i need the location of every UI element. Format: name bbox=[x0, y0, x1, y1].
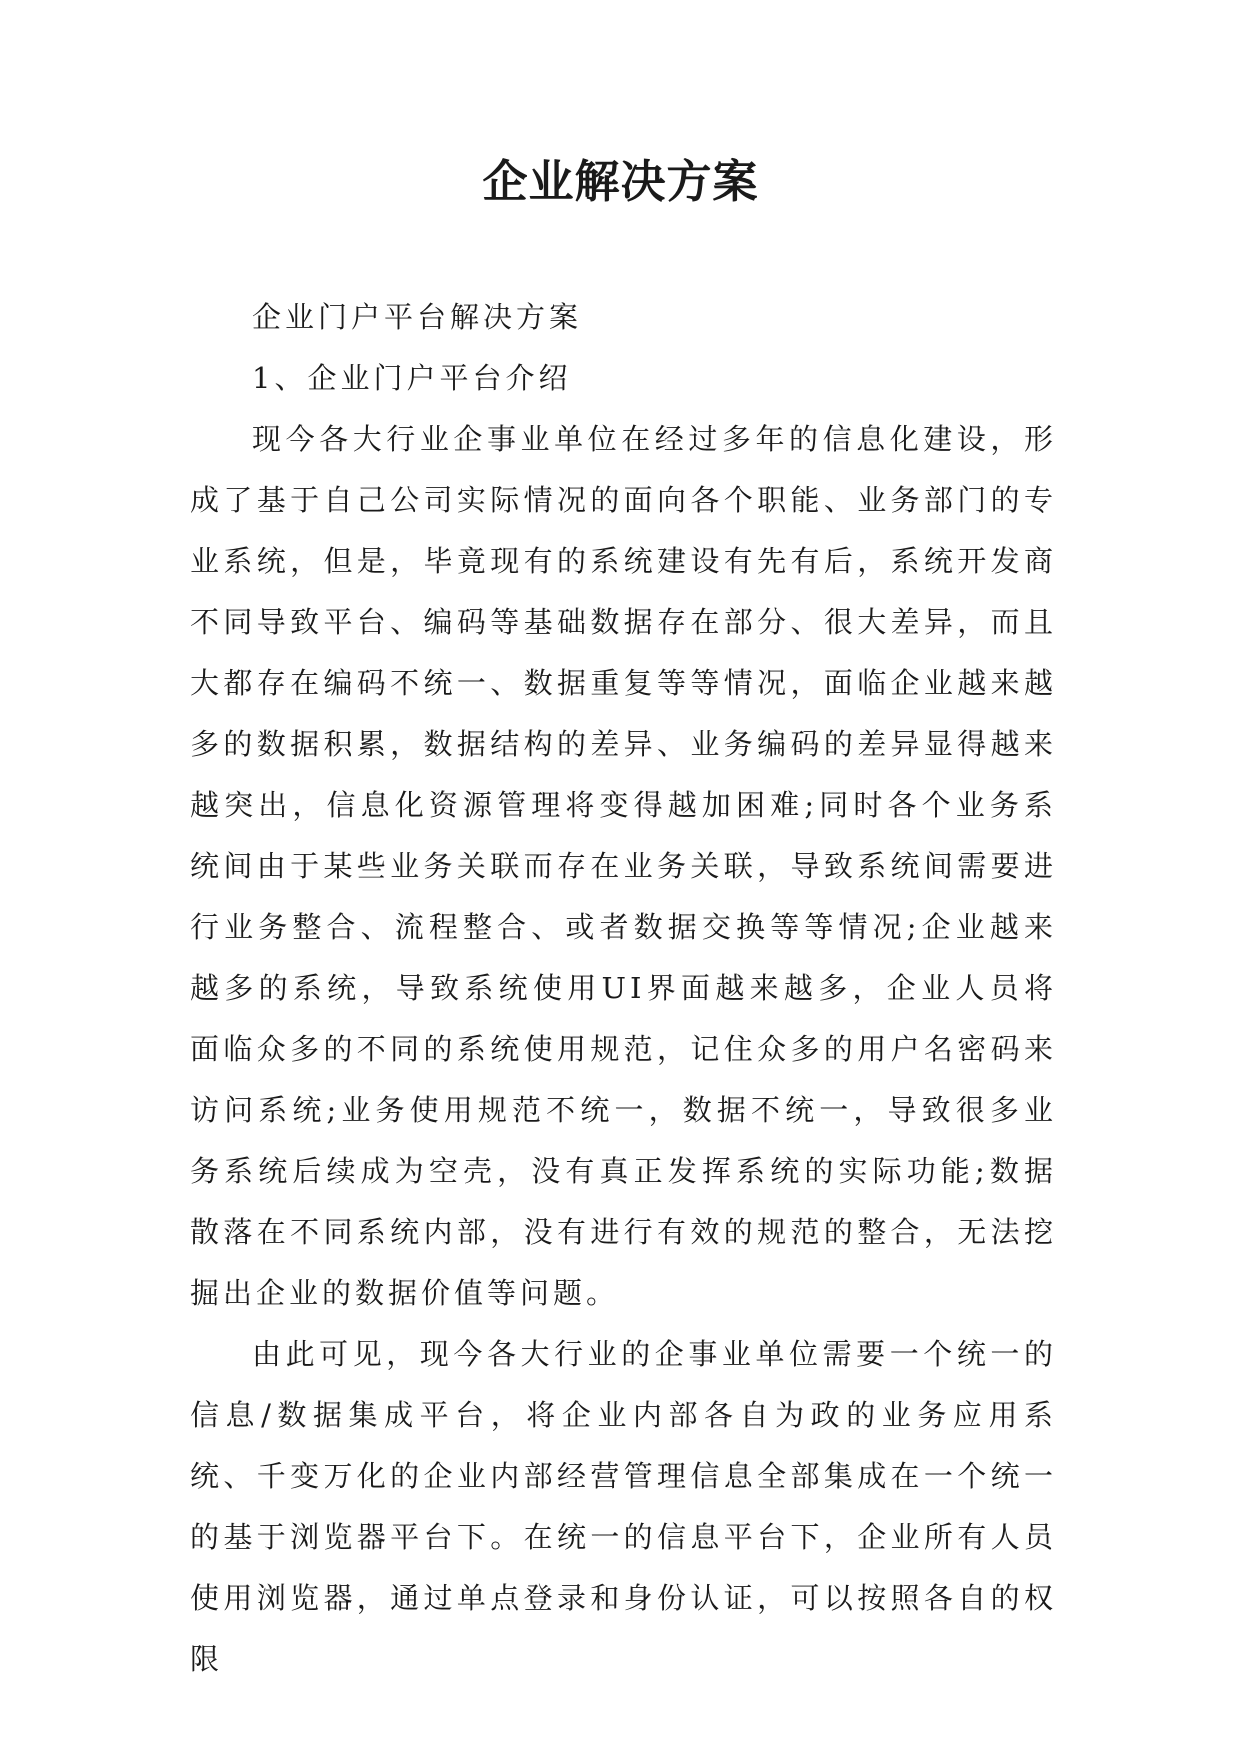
body-paragraph: 现今各大行业企事业单位在经过多年的信息化建设，形成了基于自己公司实际情况的面向各个职能、业务部门的专业系统，但是，毕竟现有的系统建设有先有后，系统开发商不同导致平台、编码等基础数据存在部分、很大差异，而且大都存在编码不统一、数据重复等等情况，面临企业越来越多的数据积累，数据结构的差异、业务编码的差异显得越来越突出，信息化资源管理将变得越加困难;同时各个业务系统间由于某些业务关联而存在业务关联，导致系统间需要进行业务整合、流程整合、或者数据交换等等情况;企业越来越多的系统，导致系统使用UI界面越来越多，企业人员将面临众多的不同的系统使用规范，记住众多的用户名密码来访问系统;业务使用规范不统一，数据不统一，导致很多业务系统后续成为空壳，没有真正发挥系统的实际功能;数据散落在不同系统内部，没有进行有效的规范的整合，无法挖掘出企业的数据价值等问题。 bbox=[190, 422, 1057, 1310]
document-body bbox=[190, 287, 1057, 1690]
subsection-heading: 1、企业门户平台介绍 bbox=[252, 361, 572, 395]
document-title: 企业解决方案 bbox=[482, 155, 759, 208]
body-paragraph: 由此可见，现今各大行业的企事业单位需要一个统一的信息/数据集成平台，将企业内部各自为政的业务应用系统、千变万化的企业内部经营管理信息全部集成在一个统一的基于浏览器平台下。在统一的信息平台下，企业所有人员使用浏览器，通过单点登录和身份认证，可以按照各自的权限 bbox=[190, 1337, 1057, 1676]
section-heading: 企业门户平台解决方案 bbox=[252, 300, 583, 334]
